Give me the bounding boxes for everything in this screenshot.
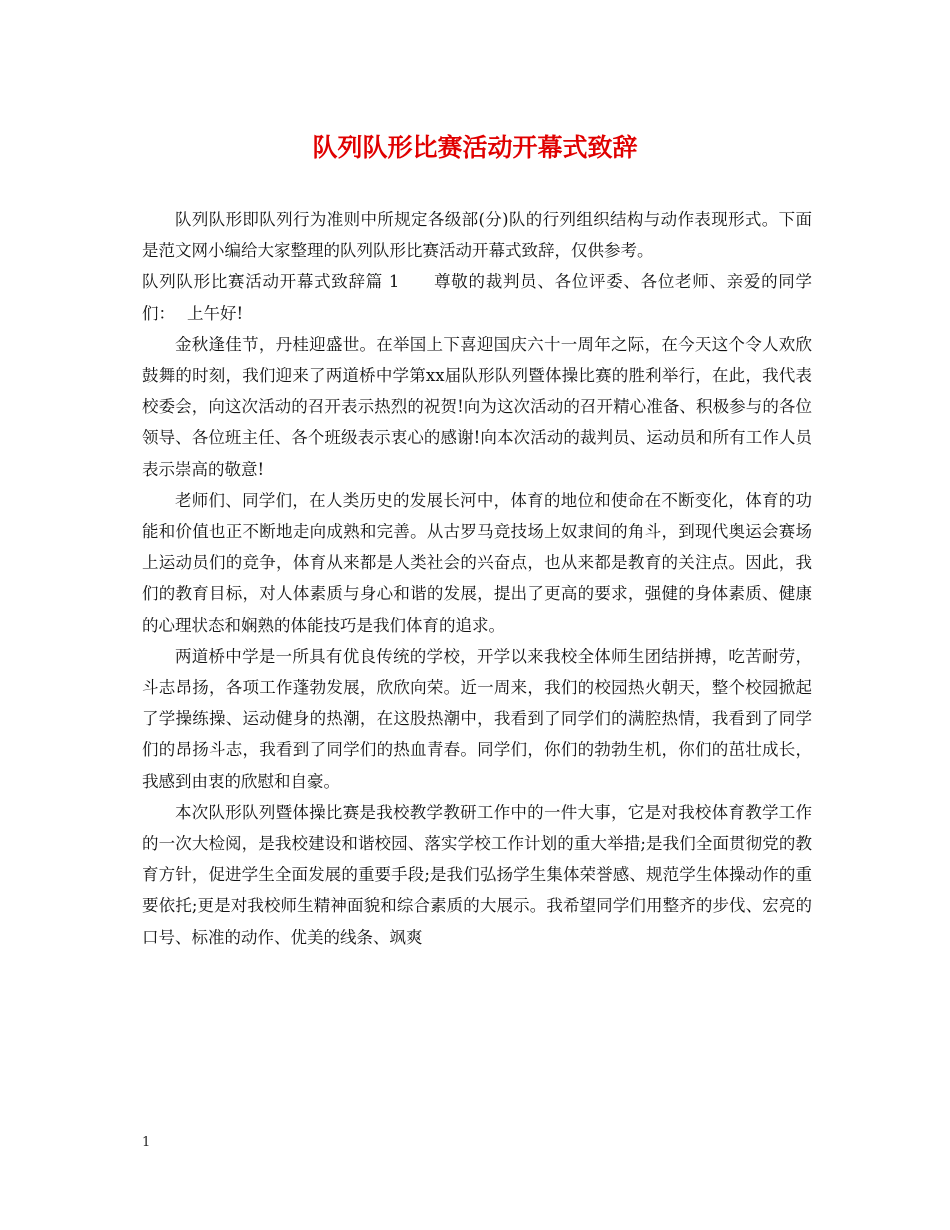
body-paragraph-1: 金秋逢佳节，丹桂迎盛世。在举国上下喜迎国庆六十一周年之际，在今天这个令人欢欣鼓舞的时刻，我们迎来了两道桥中学第xx届队形队列暨体操比赛的胜利举行，在此，我代表校委会，向这次活动的召开表示热烈的祝贺!向为这次活动的召开精心准备、积极参与的各位领导、各位班主任、各个班级表示衷心的感谢!向本次活动的裁判员、运动员和所有工作人员表示崇高的敬意! <box>142 334 812 479</box>
section-heading-line <box>142 266 812 328</box>
intro-paragraph: 队列队形即队列行为准则中所规定各级部(分)队的行列组织结构与动作表现形式。下面是范文网小编给大家整理的队列队形比赛活动开幕式致辞，仅供参考。 <box>142 210 812 261</box>
document-body <box>142 204 812 953</box>
greeting: 上午好! <box>187 303 244 323</box>
body-paragraph-4: 本次队形队列暨体操比赛是我校教学教研工作中的一件大事，它是对我校体育教学工作的一次大检阅，是我校建设和谐校园、落实学校工作计划的重大举措;是我们全面贯彻党的教育方针，促进学生全面发展的重要手段;是我们弘扬学生集体荣誉感、规范学生体操动作的重要依托;更是对我校师生精神面貌和综合素质的大展示。我希望同学们用整齐的步伐、宏亮的口号、标准的动作、优美的线条、飒爽 <box>142 802 812 947</box>
document-title: 队列队形比赛活动开幕式致辞 <box>312 133 638 162</box>
page-number: 1 <box>142 1135 151 1150</box>
salutation: 尊敬的裁判员、各位评委、各位老师、亲爱的同学们： <box>142 272 812 323</box>
body-paragraph-2: 老师们、同学们，在人类历史的发展长河中，体育的地位和使命在不断变化，体育的功能和价值也正不断地走向成熟和完善。从古罗马竞技场上奴隶间的角斗，到现代奥运会赛场上运动员们的竞争，体育从来都是人类社会的兴奋点，也从来都是教育的关注点。因此，我们的教育目标，对人体素质与身心和谐的发展，提出了更高的要求，强健的身体素质、健康的心理状态和娴熟的体能技巧是我们体育的追求。 <box>142 490 812 635</box>
section-label: 队列队形比赛活动开幕式致辞篇 1 <box>142 272 400 292</box>
body-paragraph-3: 两道桥中学是一所具有优良传统的学校，开学以来我校全体师生团结拼搏，吃苦耐劳，斗志昂扬，各项工作蓬勃发展，欣欣向荣。近一周来，我们的校园热火朝天，整个校园掀起了学操练操、运动健身的热潮，在这股热潮中，我看到了同学们的满腔热情，我看到了同学们的昂扬斗志，我看到了同学们的热血青春。同学们，你们的勃勃生机，你们的茁壮成长，我感到由衷的欣慰和自豪。 <box>142 646 812 791</box>
